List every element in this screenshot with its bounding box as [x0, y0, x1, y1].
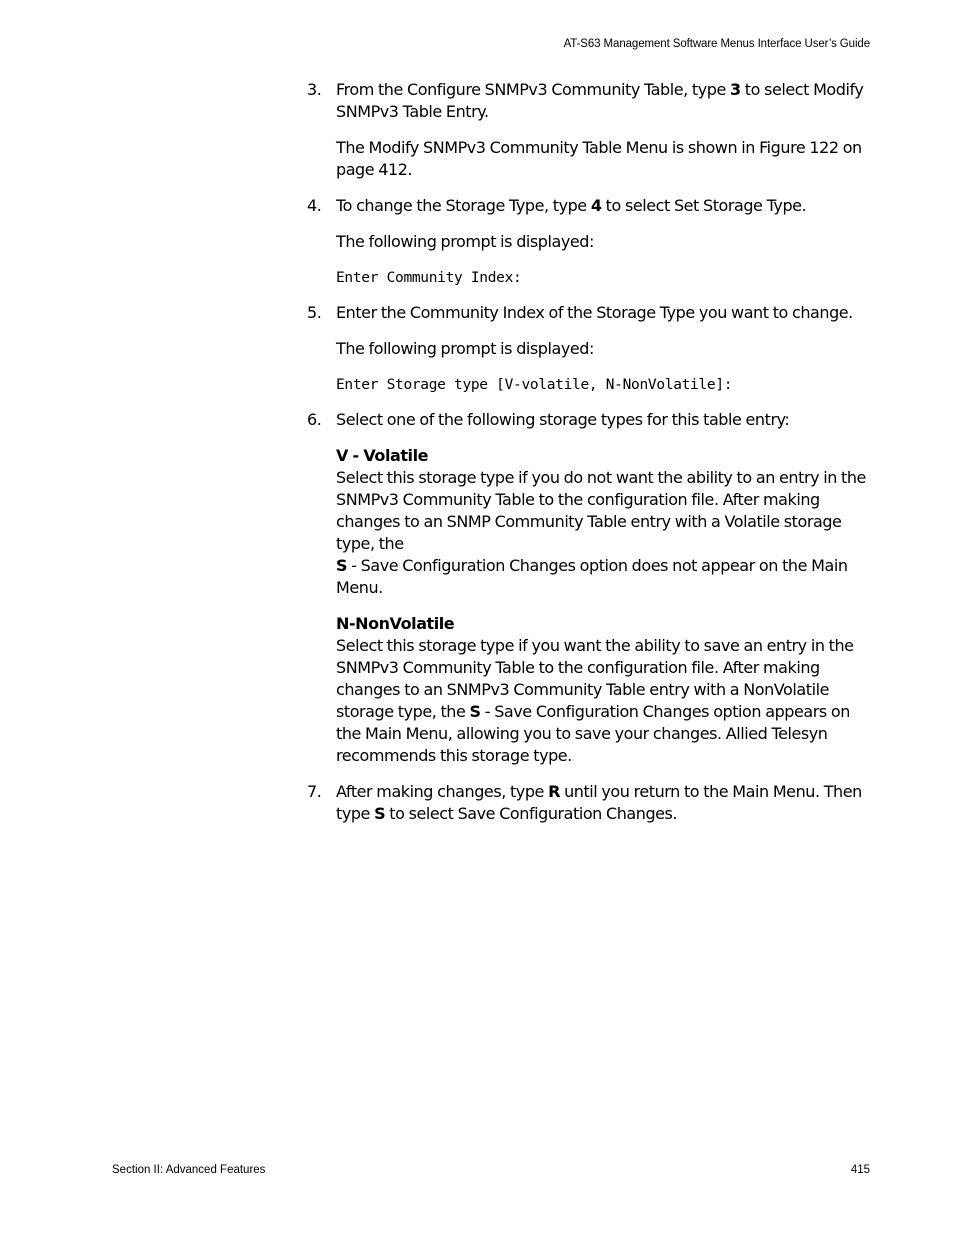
option-body-volatile: [336, 467, 877, 599]
step-text-part: From the Configure SNMPv3 Community Table, type: [336, 80, 730, 99]
running-header: AT-S63 Management Software Menus Interface User’s Guide: [563, 38, 870, 50]
key-label: S: [336, 556, 348, 575]
step-number: 4.: [307, 196, 322, 215]
option-title-volatile: V - Volatile: [336, 446, 429, 465]
prompt-code: Enter Community Index:: [336, 270, 522, 286]
step-text-part: After making changes, type: [336, 782, 549, 801]
key-label: 4: [590, 196, 602, 215]
option-body-nonvolatile: [336, 635, 877, 767]
step-5: [307, 302, 877, 396]
step-note: The following prompt is displayed:: [336, 232, 594, 251]
step-note: The Modify SNMPv3 Community Table Menu is shown in Figure 122 on page 412.: [336, 138, 862, 179]
step-7: [307, 781, 877, 825]
step-text: Select one of the following storage types for this table entry:: [336, 410, 790, 429]
footer-section: Section II: Advanced Features: [112, 1164, 266, 1176]
prompt-code: Enter Storage type [V-volatile, N-NonVolatile]:: [336, 377, 733, 393]
option-text-part: Select this storage type if you want the ability to save an entry in the SNMPv3 Community Table to the configuration file. After making changes to an SNMPv3 Community Table entry with a NonVolatile storage type, the: [336, 636, 854, 721]
option-text-part: Select this storage type if you do not want the ability to an entry in the SNMPv3 Community Table to the configuration file. After making changes to an SNMP Community Table entry with a Volatile storage type, the: [336, 468, 866, 553]
key-label: S: [469, 702, 481, 721]
option-text-part: - Save Configuration Changes option does not appear on the Main Menu.: [336, 556, 848, 597]
step-text-part: to select Save Configuration Changes.: [385, 804, 678, 823]
step-4: [307, 195, 877, 289]
step-note: The following prompt is displayed:: [336, 339, 594, 358]
option-text-part: - Save Configuration Changes option appears on the Main Menu, allowing you to save your changes. Allied Telesyn recommends this storage type.: [336, 702, 850, 765]
step-6: [307, 409, 877, 767]
step-text: Enter the Community Index of the Storage Type you want to change.: [336, 303, 853, 322]
footer-page-number: 415: [850, 1164, 870, 1176]
step-3: [307, 79, 877, 181]
step-number: 7.: [307, 782, 322, 801]
key-label: R: [548, 782, 560, 801]
step-text-part: until you return to the Main Menu. Then type: [336, 782, 862, 823]
step-number: 3.: [307, 80, 322, 99]
document-body: [307, 79, 877, 839]
step-text-part: to select Set Storage Type.: [601, 196, 807, 215]
step-number: 5.: [307, 303, 322, 322]
step-text-part: to select Modify SNMPv3 Table Entry.: [336, 80, 864, 121]
step-text: [336, 195, 877, 217]
step-number: 6.: [307, 410, 322, 429]
step-text: [336, 79, 877, 123]
key-label: 3: [729, 80, 741, 99]
step-text: [336, 781, 877, 825]
option-title-nonvolatile: N-NonVolatile: [336, 614, 455, 633]
step-text-part: To change the Storage Type, type: [336, 196, 591, 215]
key-label: S: [374, 804, 386, 823]
